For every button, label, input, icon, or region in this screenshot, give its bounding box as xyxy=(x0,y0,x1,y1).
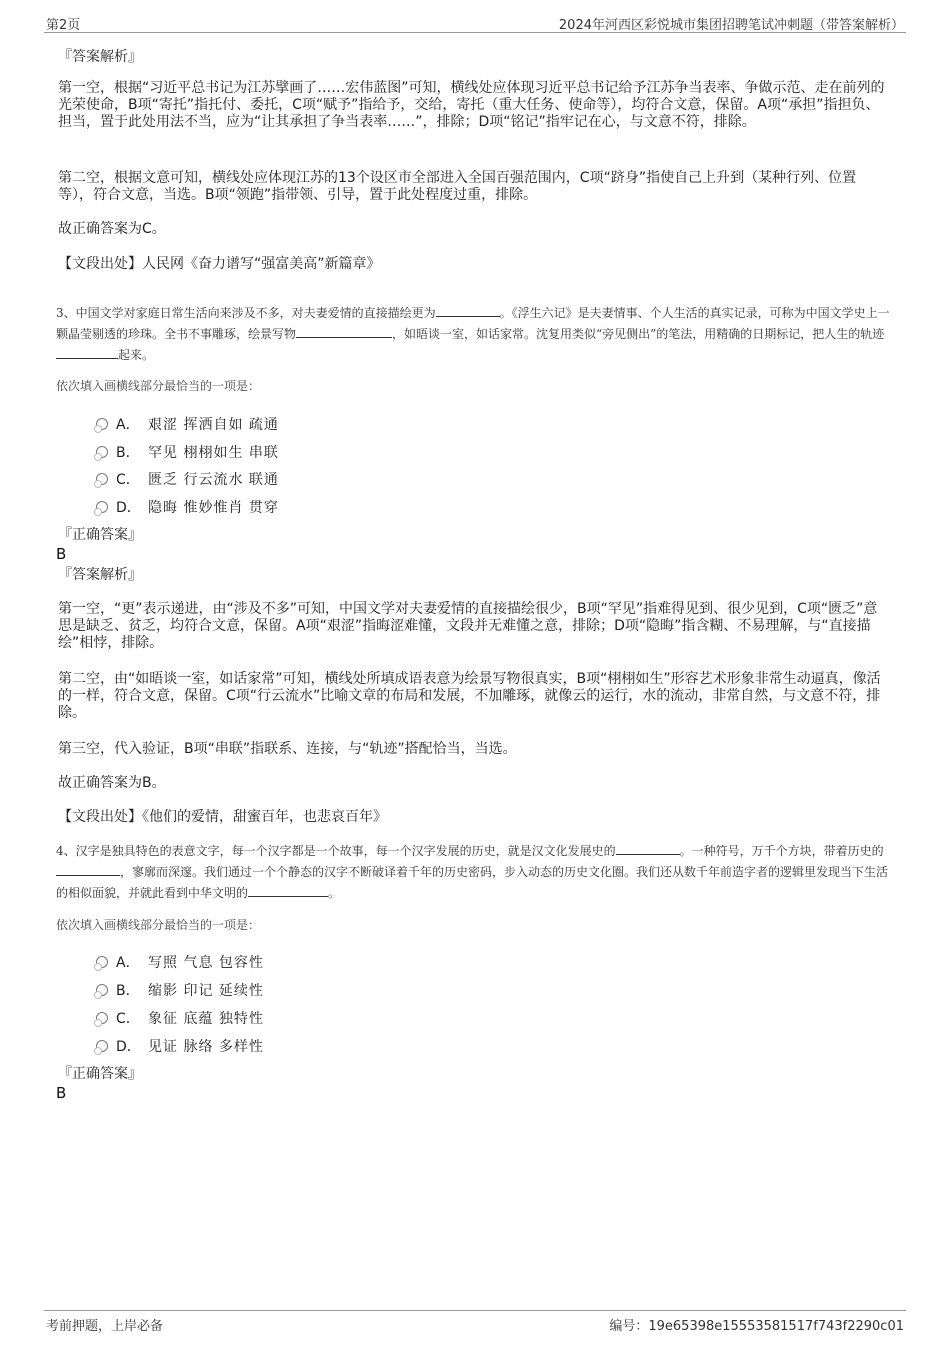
q3-analysis-para-3: 第三空，代入验证，B项“串联”指联系、连接，与“轨迹”搭配恰当，当选。 xyxy=(58,741,517,757)
q3-stem-part: 3、中国文学对家庭日常生活向来涉及不多，对夫妻爱情的直接描绘更为 xyxy=(56,306,436,320)
option-letter: B． xyxy=(116,445,140,461)
code-label: 编号： xyxy=(609,1319,649,1334)
option-text: 艰涩 挥洒自如 疏通 xyxy=(148,417,279,433)
q3-conclusion: 故正确答案为B。 xyxy=(58,775,166,791)
radio-button[interactable] xyxy=(96,984,108,996)
q3-stem-part: 。《浮生六记》是夫妻情事、个人生活的真实记录，可称为中国文学史上一颗晶莹剔透的珍珠。全书不事雕琢，绘景写物 xyxy=(56,306,890,341)
option-letter: A． xyxy=(116,955,140,971)
option-text: 匮乏 行云流水 联通 xyxy=(148,472,279,488)
page-footer xyxy=(44,1310,906,1335)
option-letter: A． xyxy=(116,417,140,433)
q4-stem xyxy=(56,841,896,904)
option-text: 缩影 印记 延续性 xyxy=(148,983,264,999)
q4-blank-3 xyxy=(248,884,328,897)
q4-stem-part: 。 xyxy=(328,886,341,900)
q3-blank-3 xyxy=(56,346,118,359)
q3-correct-label: 『正确答案』 xyxy=(58,527,142,543)
q2-analysis-para-1: 第一空，根据“习近平总书记为江苏擘画了……宏伟蓝图”可知，横线处应体现习近平总书记给予江苏争当表率、争做示范、走在前列的光荣使命，B项“寄托”指托付、委托，C项“赋予”指给予，交给，寄托（重大任务、使命等），均符合文意，保留。A项“承担”指担负、担当，置于此处用法不当，应为“让其承担了争当表率……”，排除；D项“铭记”指牢记在心，与文意不符，排除。 xyxy=(58,80,885,130)
q3-analysis-label: 『答案解析』 xyxy=(58,567,142,583)
q3-stem-part: ，如晤谈一室，如话家常。沈复用类似“旁见侧出”的笔法，用精确的日期标记，把人生的轨迹 xyxy=(392,327,885,341)
q4-correct-answer: B xyxy=(56,1084,67,1102)
option-letter: C． xyxy=(116,1011,140,1027)
q4-stem-part: 4、汉字是独具特色的表意文字，每一个汉字都是一个故事，每一个汉字发展的历史，就是汉文化发展史的 xyxy=(56,844,616,858)
option-letter: D． xyxy=(116,1039,141,1055)
q2-analysis-para-2: 第二空，根据文意可知，横线处应体现江苏的13个设区市全部进入全国百强范围内，C项“跻身”指使自己上升到（某种行列、位置等），符合文意，当选。B项“领跑”指带领、引导，置于此处程度过重，排除。 xyxy=(58,170,857,203)
option-text: 罕见 栩栩如生 串联 xyxy=(148,445,279,461)
footer-slogan: 考前押题，上岸必备 xyxy=(46,1319,164,1334)
q4-prompt: 依次填入画横线部分最恰当的一项是： xyxy=(56,918,261,932)
page-number: 第2页 xyxy=(46,18,81,33)
radio-button[interactable] xyxy=(96,418,108,430)
q4-blank-1 xyxy=(616,842,680,855)
radio-button[interactable] xyxy=(96,501,108,513)
document-code xyxy=(609,1315,904,1334)
radio-button[interactable] xyxy=(96,956,108,968)
radio-button[interactable] xyxy=(96,473,108,485)
q3-correct-answer: B xyxy=(56,545,67,563)
document-title: 2024年河西区彩悦城市集团招聘笔试冲刺题（带答案解析） xyxy=(558,18,904,33)
radio-button[interactable] xyxy=(96,1040,108,1052)
q3-blank-2 xyxy=(296,325,392,338)
q4-stem-part: 。一种符号，万千个方块，带着历史的 xyxy=(679,844,884,858)
radio-button[interactable] xyxy=(96,1012,108,1024)
option-letter: C． xyxy=(116,472,140,488)
q3-stem xyxy=(56,303,896,366)
option-letter: B． xyxy=(116,983,140,999)
q4-stem-part: ，寥廓而深邃。我们通过一个个静态的汉字不断破译着千年的历史密码，步入动态的历史文化圈。我们还从数千年前造字者的逻辑里发现当下生活的相似面貌，并就此看到中华文明的 xyxy=(56,865,889,900)
code-value: 19e65398e15553581517f743f2290c01 xyxy=(648,1319,904,1334)
option-text: 象征 底蕴 独特性 xyxy=(148,1011,264,1027)
q3-analysis-para-1: 第一空，“更”表示递进，由“涉及不多”可知，中国文学对夫妻爱情的直接描绘很少，B项“罕见”指难得见到、很少见到，C项“匮乏”意思是缺乏、贫乏，均符合文意，保留。A项“艰涩”指晦涩难懂，文段并无难懂之意，排除；D项“隐晦”指含糊、不易理解，与“直接描绘”相悖，排除。 xyxy=(58,601,878,651)
option-text: 隐晦 惟妙惟肖 贯穿 xyxy=(148,500,279,516)
q2-conclusion: 故正确答案为C。 xyxy=(58,221,166,237)
q2-analysis-label: 『答案解析』 xyxy=(58,49,142,65)
page-header xyxy=(44,10,906,33)
q3-stem-part: 起来。 xyxy=(118,348,155,362)
q3-analysis-para-2: 第二空，由“如晤谈一室，如话家常”可知，横线处所填成语表意为绘景写物很真实，B项“栩栩如生”形容艺术形象非常生动逼真，像活的一样，符合文意，保留。C项“行云流水”比喻文章的布局和发展，不加雕琢，就像云的运行，水的流动，非常自然，与文意不符，排除。 xyxy=(58,671,881,721)
q3-prompt: 依次填入画横线部分最恰当的一项是： xyxy=(56,379,261,393)
radio-button[interactable] xyxy=(96,446,108,458)
q4-correct-label: 『正确答案』 xyxy=(58,1066,142,1082)
option-text: 写照 气息 包容性 xyxy=(148,955,264,971)
q3-source: 【文段出处】《他们的爱情，甜蜜百年，也悲哀百年》 xyxy=(58,809,387,825)
q2-source: 【文段出处】人民网《奋力谱写“强富美高”新篇章》 xyxy=(58,256,381,272)
q3-blank-1 xyxy=(436,304,500,317)
option-text: 见证 脉络 多样性 xyxy=(148,1039,264,1055)
option-letter: D． xyxy=(116,500,141,516)
q4-blank-2 xyxy=(56,863,120,876)
